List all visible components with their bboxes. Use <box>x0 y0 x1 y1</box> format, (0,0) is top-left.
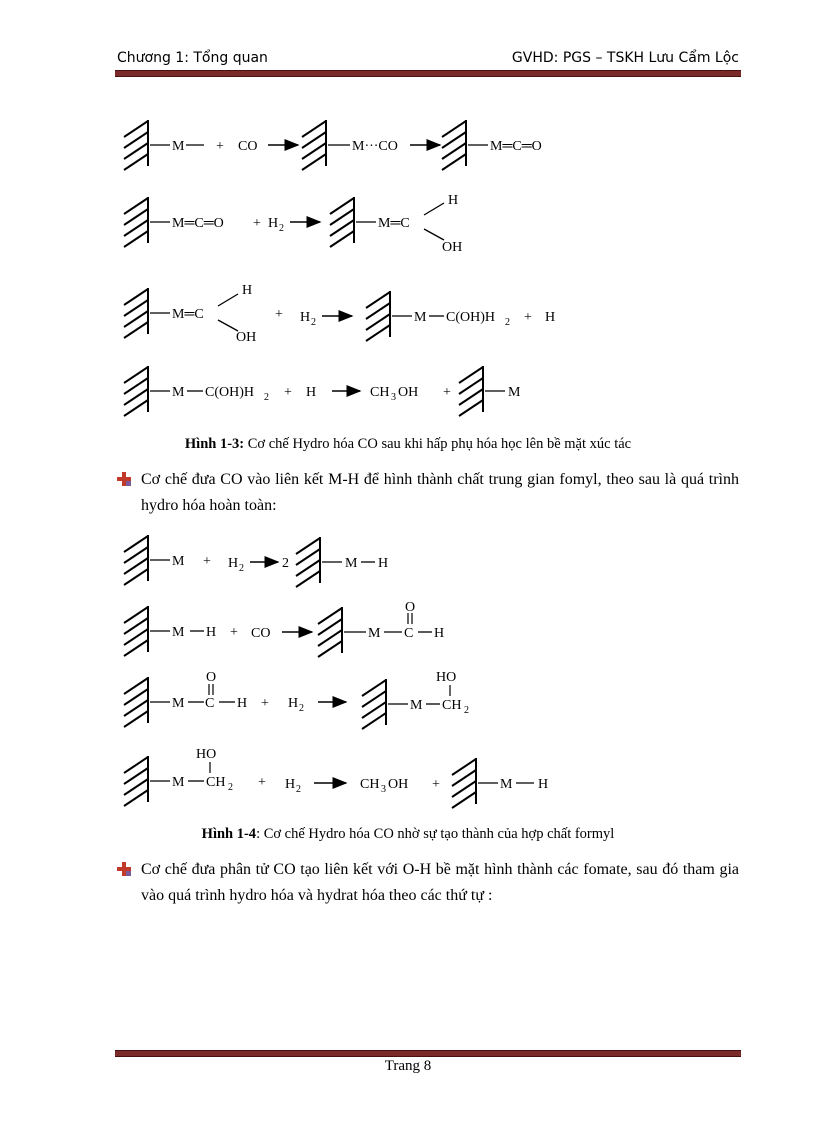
s2r1-m: M <box>172 554 185 569</box>
s1r2-top-h: H <box>448 193 459 208</box>
s2r4-m2: M <box>500 777 513 792</box>
s2r1-h2: H <box>378 556 389 571</box>
paragraph-fomate-text: Cơ chế đưa phân tử CO tạo liên kết với O-H bề mặt hình thành các fomate, sau đó tham gia vào quá trình hydro hóa và hydrat hóa theo các thứ tự : <box>141 861 739 904</box>
plus-bullet-icon <box>117 862 131 876</box>
s1r3-mc: M═C <box>172 307 204 322</box>
s1r3-oh: OH <box>236 330 257 345</box>
s2r4-ch3-sub: 3 <box>381 784 386 795</box>
s1r3-h-end: H <box>545 310 556 325</box>
s1r1-co: CO <box>238 139 258 154</box>
s2r1-h-sub: 2 <box>239 563 244 574</box>
s2r4-plus: + <box>258 775 266 790</box>
s2r3-h: H <box>237 696 248 711</box>
s1r3-cohh-sub: 2 <box>505 317 510 328</box>
figure-caption-1-4 <box>0 826 816 843</box>
s2r4-h2-sub: 2 <box>296 784 301 795</box>
s2r2-c: C <box>404 626 414 641</box>
s1r3-plus: + <box>275 307 283 322</box>
surface-icon <box>318 607 342 657</box>
s1r3-h: H <box>300 310 311 325</box>
s2r4-m: M <box>172 775 185 790</box>
s1r1-mco: M···CO <box>352 139 398 154</box>
s2r1-plus: + <box>203 554 211 569</box>
s1r4-plus: + <box>284 385 292 400</box>
caption-1-3-text: Cơ chế Hydro hóa CO sau khi hấp phụ hóa học lên bề mặt xúc tác <box>244 436 632 452</box>
s1r1-m: M <box>172 139 185 154</box>
s2r1-h: H <box>228 556 239 571</box>
caption-1-4-text: : Cơ chế Hydro hóa CO nhờ sự tạo thành của hợp chất formyl <box>256 826 615 842</box>
s2r4-ho: HO <box>196 747 217 762</box>
s2r2-m: M <box>172 625 185 640</box>
s1r3-plus2: + <box>524 310 532 325</box>
surface-icon <box>124 756 148 806</box>
s1r4-cohh: C(OH)H <box>205 385 254 400</box>
page-number: Trang 8 <box>384 1058 432 1074</box>
s2r4-h-end: H <box>538 777 549 792</box>
footer-rule <box>115 1050 741 1057</box>
s1r2-mc: M═C <box>378 216 410 231</box>
s2r2-h2: H <box>434 626 445 641</box>
s2r3-ho: HO <box>436 670 457 685</box>
surface-icon <box>452 758 476 808</box>
surface-icon <box>124 677 148 727</box>
s1r4-ch-sub: 3 <box>391 392 396 403</box>
s2r3-m2: M <box>410 698 423 713</box>
s1r4-oh: OH <box>398 385 419 400</box>
s2r4-oh: OH <box>388 777 409 792</box>
s2r3-ch: CH <box>442 698 462 713</box>
surface-icon <box>362 679 386 729</box>
surface-icon <box>124 606 148 656</box>
paragraph-fomate-intro <box>117 857 739 909</box>
s1r3-cohh: C(OH)H <box>446 310 495 325</box>
s1r4-plus2: + <box>443 385 451 400</box>
s1r3-m: M <box>414 310 427 325</box>
s2r1-m2: M <box>345 556 358 571</box>
s2r4-ch3: CH <box>360 777 380 792</box>
s1r3-top-h: H <box>242 283 253 298</box>
surface-icon <box>124 535 148 585</box>
s1r4-ch: CH <box>370 385 390 400</box>
s1r1-mco-double: M═C═O <box>490 139 542 154</box>
s2r2-h: H <box>206 625 217 640</box>
s2r3-m: M <box>172 696 185 711</box>
caption-1-3-label: Hình 1-3: <box>184 436 245 452</box>
s1r2-h-sub: 2 <box>279 223 284 234</box>
header-supervisor: GVHD: PGS – TSKH Lưu Cẩm Lộc <box>511 50 739 66</box>
s2r4-h2: H <box>285 777 296 792</box>
s1r4-cohh-sub: 2 <box>264 392 269 403</box>
s1r4-m-end: M <box>508 385 521 400</box>
s2r2-co: CO <box>251 626 271 641</box>
s2r3-plus: + <box>261 696 269 711</box>
s2r2-m2: M <box>368 626 381 641</box>
s1r2-plus: + <box>253 216 261 231</box>
s2r1-coef: 2 <box>282 556 289 571</box>
s2r4-plus2: + <box>432 777 440 792</box>
s2r4-ch-sub: 2 <box>228 782 233 793</box>
header-chapter: Chương 1: Tổng quan <box>117 50 268 66</box>
surface-icon <box>296 537 320 587</box>
s1r4-h: H <box>306 385 317 400</box>
s1r3-h-sub: 2 <box>311 317 316 328</box>
s2r3-o: O <box>206 670 217 685</box>
paragraph-formyl-text: Cơ chế đưa CO vào liên kết M-H để hình thành chất trung gian fomyl, theo sau là quá trình hydro hóa hoàn toàn: <box>141 471 739 514</box>
s2r2-plus: + <box>230 625 238 640</box>
s2r3-ch-sub: 2 <box>464 705 469 716</box>
s2r4-ch: CH <box>206 775 226 790</box>
caption-1-4-label: Hình 1-4 <box>201 826 257 842</box>
s1r1-plus: + <box>216 139 224 154</box>
s1r4-m: M <box>172 385 185 400</box>
s1r2-mco: M═C═O <box>172 216 224 231</box>
s1r2-oh: OH <box>442 240 463 255</box>
s2r3-h2-sub: 2 <box>299 703 304 714</box>
s2r3-h2: H <box>288 696 299 711</box>
s1r2-h: H <box>268 216 279 231</box>
s2r3-c: C <box>205 696 215 711</box>
s2r2-o: O <box>405 600 416 615</box>
